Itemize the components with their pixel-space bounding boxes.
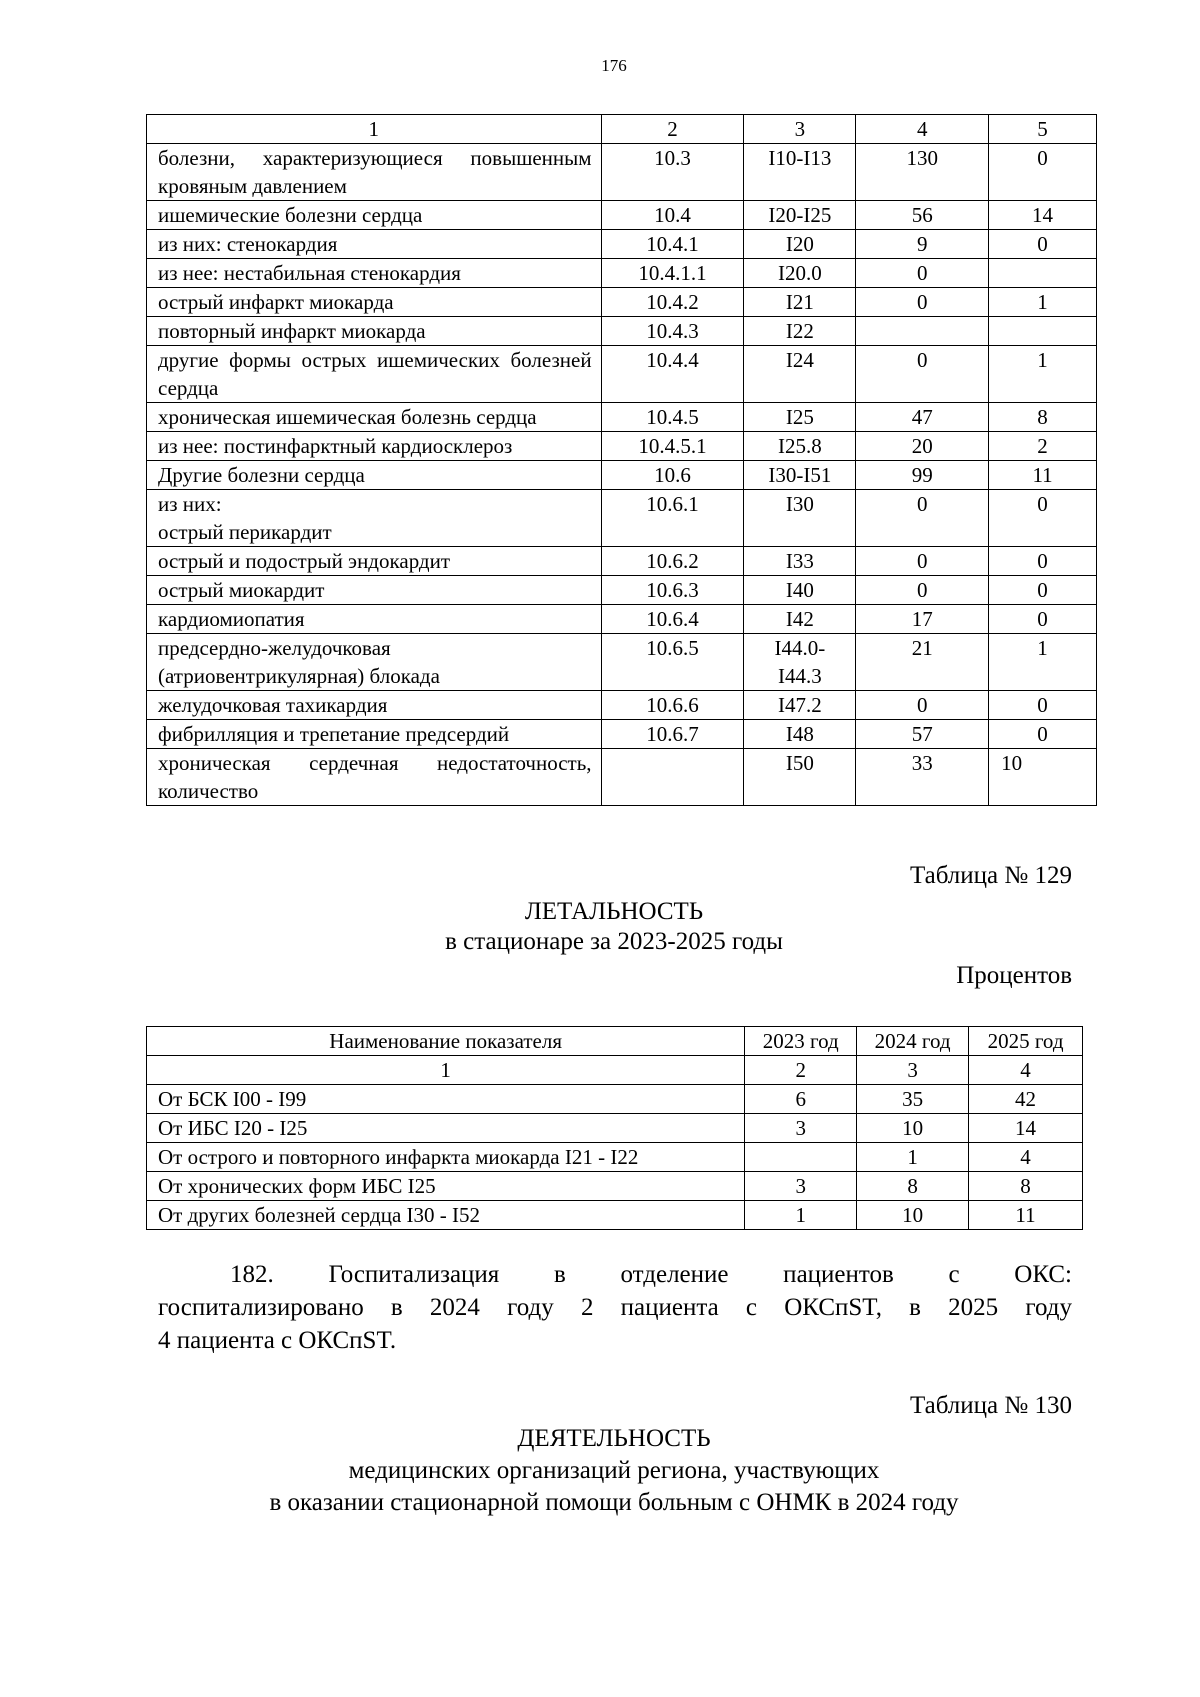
row-value-col4: 17	[856, 605, 989, 634]
paragraph-line: госпитализировано в 2024 году 2 пациента с ОКСпST, в 2025 году	[158, 1294, 1072, 1321]
header-cell: 3	[744, 115, 856, 144]
table-row	[147, 605, 1097, 634]
row-value-col5: 1	[989, 346, 1097, 403]
table-row	[147, 201, 1097, 230]
row-icd: I25	[744, 403, 856, 432]
table-row	[147, 634, 1097, 691]
row-value-col4: 20	[856, 432, 989, 461]
row-value-col4: 0	[856, 346, 989, 403]
mortality-table	[146, 1026, 1083, 1230]
row-icd: I33	[744, 547, 856, 576]
row-code: 10.4.2	[601, 288, 744, 317]
table-130-subtitle-line: в оказании стационарной помощи больным с ОНМК в 2024 году	[269, 1489, 959, 1516]
row-name: кардиомиопатия	[147, 605, 602, 634]
page-number: 176	[601, 56, 627, 75]
row-code: 10.6.5	[601, 634, 744, 691]
header-cell: 2025 год	[969, 1027, 1083, 1056]
row-icd: I42	[744, 605, 856, 634]
paragraph-182	[158, 1258, 1072, 1357]
row-icd-line: I44.0-	[774, 636, 826, 660]
row-name: От острого и повторного инфаркта миокарда I21 - I22	[147, 1143, 745, 1172]
row-name-line: предсердно-желудочковая	[158, 636, 391, 660]
row-code: 10.4.1.1	[601, 259, 744, 288]
row-name: острый и подострый эндокардит	[147, 547, 602, 576]
table-numbering-row	[147, 1056, 1083, 1085]
row-code: 10.6.4	[601, 605, 744, 634]
row-icd: I50	[744, 749, 856, 806]
table-row	[147, 576, 1097, 605]
row-name: От БСК I00 - I99	[147, 1085, 745, 1114]
row-icd: I30-I51	[744, 461, 856, 490]
row-value-2025: 14	[969, 1114, 1083, 1143]
row-icd: I20-I25	[744, 201, 856, 230]
table-129-number: Таблица № 129	[909, 862, 1072, 889]
row-code: 10.6.1	[601, 490, 744, 547]
row-name: От ИБС I20 - I25	[147, 1114, 745, 1143]
table-header-row	[147, 115, 1097, 144]
morbidity-table-continuation	[146, 114, 1097, 806]
row-value-col5: 0	[989, 490, 1097, 547]
table-row	[147, 144, 1097, 201]
table-129-subtitle: в стационаре за 2023-2025 годы	[445, 928, 783, 955]
row-value-col4: 9	[856, 230, 989, 259]
row-name: От других болезней сердца I30 - I52	[147, 1201, 745, 1230]
row-value-2023: 6	[745, 1085, 857, 1114]
row-icd-line: I44.3	[777, 664, 822, 688]
row-value-col4: 130	[856, 144, 989, 201]
row-value-2024: 10	[857, 1114, 969, 1143]
row-icd: I20	[744, 230, 856, 259]
table-row	[147, 1085, 1083, 1114]
table-row	[147, 259, 1097, 288]
row-name: хроническая ишемическая болезнь сердца	[147, 403, 602, 432]
row-value-col5: 1	[989, 634, 1097, 691]
table-row	[147, 749, 1097, 806]
row-name: из нее: постинфарктный кардиосклероз	[147, 432, 602, 461]
row-value-col4: 57	[856, 720, 989, 749]
row-value-2025: 4	[969, 1143, 1083, 1172]
row-icd: I22	[744, 317, 856, 346]
numbering-cell: 1	[147, 1056, 745, 1085]
row-name: другие формы острых ишемических болезней сердца	[147, 346, 602, 403]
row-icd	[744, 634, 856, 691]
row-name: болезни, характеризующиеся повышенным кровяным давлением	[147, 144, 602, 201]
header-cell: 1	[147, 115, 602, 144]
row-code: 10.4.5.1	[601, 432, 744, 461]
row-value-2024: 35	[857, 1085, 969, 1114]
row-value-2024: 8	[857, 1172, 969, 1201]
row-value-col5: 0	[989, 144, 1097, 201]
row-value-col5: 0	[989, 720, 1097, 749]
row-code: 10.4.4	[601, 346, 744, 403]
row-icd: I25.8	[744, 432, 856, 461]
table-row	[147, 461, 1097, 490]
header-cell: 4	[856, 115, 989, 144]
row-value-col5: 1	[989, 288, 1097, 317]
row-code: 10.3	[601, 144, 744, 201]
row-value-col5: 14	[989, 201, 1097, 230]
header-cell: 5	[989, 115, 1097, 144]
table-row	[147, 720, 1097, 749]
table-130-subtitle-line: медицинских организаций региона, участвующих	[348, 1457, 880, 1484]
row-code: 10.4.5	[601, 403, 744, 432]
row-name-line: (атриовентрикулярная) блокада	[158, 664, 440, 688]
row-icd: I47.2	[744, 691, 856, 720]
row-value-col5: 0	[989, 605, 1097, 634]
table-row	[147, 432, 1097, 461]
table-130-number: Таблица № 130	[909, 1392, 1072, 1419]
header-cell: 2023 год	[745, 1027, 857, 1056]
row-value-col4: 47	[856, 403, 989, 432]
table-129-title: ЛЕТАЛЬНОСТЬ	[524, 898, 704, 925]
row-value-col5: 2	[989, 432, 1097, 461]
row-name: из них: стенокардия	[147, 230, 602, 259]
table-row	[147, 346, 1097, 403]
row-name: фибрилляция и трепетание предсердий	[147, 720, 602, 749]
row-code: 10.6.7	[601, 720, 744, 749]
row-value-col5: 11	[989, 461, 1097, 490]
row-code	[601, 749, 744, 806]
row-name: повторный инфаркт миокарда	[147, 317, 602, 346]
row-value-col4: 33	[856, 749, 989, 806]
paragraph-line: 4 пациента с ОКСпST.	[158, 1327, 397, 1354]
table-row	[147, 691, 1097, 720]
row-value-col4: 21	[856, 634, 989, 691]
row-value-col5	[989, 259, 1097, 288]
row-value-col5: 0	[989, 691, 1097, 720]
table-row	[147, 317, 1097, 346]
table-row	[147, 1201, 1083, 1230]
row-name	[147, 490, 602, 547]
row-code: 10.6	[601, 461, 744, 490]
row-value-col4: 99	[856, 461, 989, 490]
row-name: острый инфаркт миокарда	[147, 288, 602, 317]
row-value-2025: 11	[969, 1201, 1083, 1230]
numbering-cell: 2	[745, 1056, 857, 1085]
row-value-col5: 0	[989, 576, 1097, 605]
table-row	[147, 288, 1097, 317]
row-value-col4: 0	[856, 288, 989, 317]
row-name: острый миокардит	[147, 576, 602, 605]
row-value-col5: 8	[989, 403, 1097, 432]
row-icd: I40	[744, 576, 856, 605]
row-code: 10.6.3	[601, 576, 744, 605]
row-value-2023: 1	[745, 1201, 857, 1230]
row-value-col4: 0	[856, 490, 989, 547]
row-value-col5: 0	[989, 230, 1097, 259]
row-name	[147, 634, 602, 691]
row-value-col4: 0	[856, 691, 989, 720]
table-row	[147, 1172, 1083, 1201]
row-value-col4: 0	[856, 576, 989, 605]
row-name: ишемические болезни сердца	[147, 201, 602, 230]
table-row	[147, 1143, 1083, 1172]
table-130-title: ДЕЯТЕЛЬНОСТЬ	[517, 1425, 711, 1452]
row-icd: I30	[744, 490, 856, 547]
row-code: 10.6.6	[601, 691, 744, 720]
table-row	[147, 403, 1097, 432]
row-value-2024: 10	[857, 1201, 969, 1230]
numbering-cell: 4	[969, 1056, 1083, 1085]
header-cell: 2024 год	[857, 1027, 969, 1056]
row-icd: I20.0	[744, 259, 856, 288]
row-icd: I48	[744, 720, 856, 749]
row-value-col5: 0	[989, 547, 1097, 576]
table-header-row	[147, 1027, 1083, 1056]
table-129-unit: Процентов	[956, 962, 1072, 989]
row-value-2025: 8	[969, 1172, 1083, 1201]
row-code: 10.4	[601, 201, 744, 230]
table-row	[147, 547, 1097, 576]
table-row	[147, 230, 1097, 259]
row-icd: I10-I13	[744, 144, 856, 201]
row-name: Другие болезни сердца	[147, 461, 602, 490]
row-code: 10.4.3	[601, 317, 744, 346]
header-cell: Наименование показателя	[147, 1027, 745, 1056]
row-value-col5	[989, 317, 1097, 346]
row-code: 10.6.2	[601, 547, 744, 576]
row-value-2023	[745, 1143, 857, 1172]
row-name-line: острый перикардит	[158, 520, 332, 544]
paragraph-line: 182. Госпитализация в отделение пациентов с ОКС:	[230, 1261, 1072, 1288]
row-value-col5: 10	[989, 749, 1097, 806]
row-value-col4: 0	[856, 547, 989, 576]
row-name: От хронических форм ИБС I25	[147, 1172, 745, 1201]
row-icd: I21	[744, 288, 856, 317]
row-name: хроническая сердечная недостаточность, количество	[147, 749, 602, 806]
numbering-cell: 3	[857, 1056, 969, 1085]
table-row	[147, 490, 1097, 547]
row-value-2023: 3	[745, 1172, 857, 1201]
row-value-2025: 42	[969, 1085, 1083, 1114]
row-name: из нее: нестабильная стенокардия	[147, 259, 602, 288]
row-value-col4: 0	[856, 259, 989, 288]
row-value-col4	[856, 317, 989, 346]
row-value-2024: 1	[857, 1143, 969, 1172]
row-icd: I24	[744, 346, 856, 403]
row-name: желудочковая тахикардия	[147, 691, 602, 720]
row-value-2023: 3	[745, 1114, 857, 1143]
row-name-line: из них:	[158, 492, 222, 516]
row-code: 10.4.1	[601, 230, 744, 259]
row-value-col4: 56	[856, 201, 989, 230]
table-row	[147, 1114, 1083, 1143]
header-cell: 2	[601, 115, 744, 144]
